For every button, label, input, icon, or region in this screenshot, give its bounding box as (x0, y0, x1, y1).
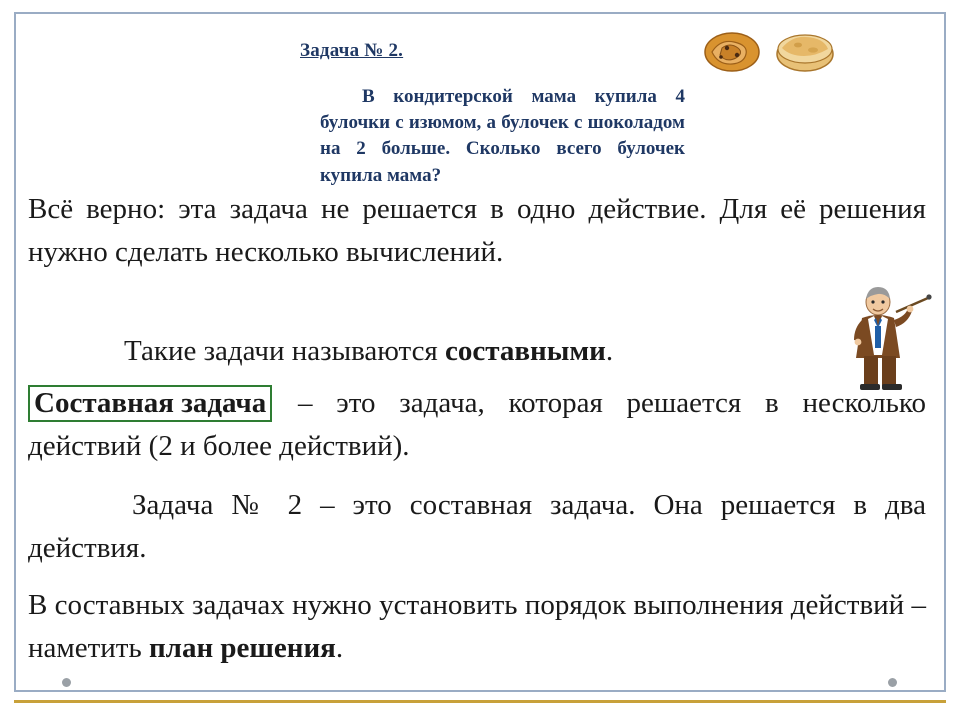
bottom-accent-rule (14, 700, 946, 703)
task-statement: В кондитерской мама купила 4 булочки с изюмом, а булочек с шоколадом на 2 больше. Сколько всего булочек купила мама? (320, 86, 685, 186)
paragraph-4: Задача № 2 – это составная задача. Она решается в два действия. (28, 489, 926, 564)
bullet-dot-right-icon (888, 678, 897, 687)
paragraph-2-suffix: . (605, 335, 614, 367)
paragraph-2-prefix: Такие задачи называются (124, 335, 446, 367)
definition-term-box: Составная задача (28, 385, 272, 422)
paragraph-5 (28, 584, 926, 670)
task-title: Задача № 2. (300, 40, 404, 61)
paragraph-5-suffix: . (335, 631, 344, 664)
term-plan-resheniya: план решения (148, 631, 336, 664)
bullet-dot-left-icon (62, 678, 71, 687)
buns-illustration (700, 28, 840, 74)
chocolate-bun-icon (777, 35, 833, 71)
term-sostavnymi: составными (445, 335, 606, 367)
raisin-bun-icon (705, 33, 759, 71)
paragraph-5-prefix: В составных задачах нужно установить порядок выполнения действий – наметить (28, 589, 926, 664)
paragraph-2 (28, 330, 926, 373)
paragraph-3 (28, 382, 926, 468)
paragraph-1: Всё верно: эта задача не решается в одно действие. Для её решения нужно сделать несколько вычислений. (28, 193, 926, 268)
definition-text: – это задача, которая решается в несколько действий (2 и более действий). (28, 387, 926, 462)
